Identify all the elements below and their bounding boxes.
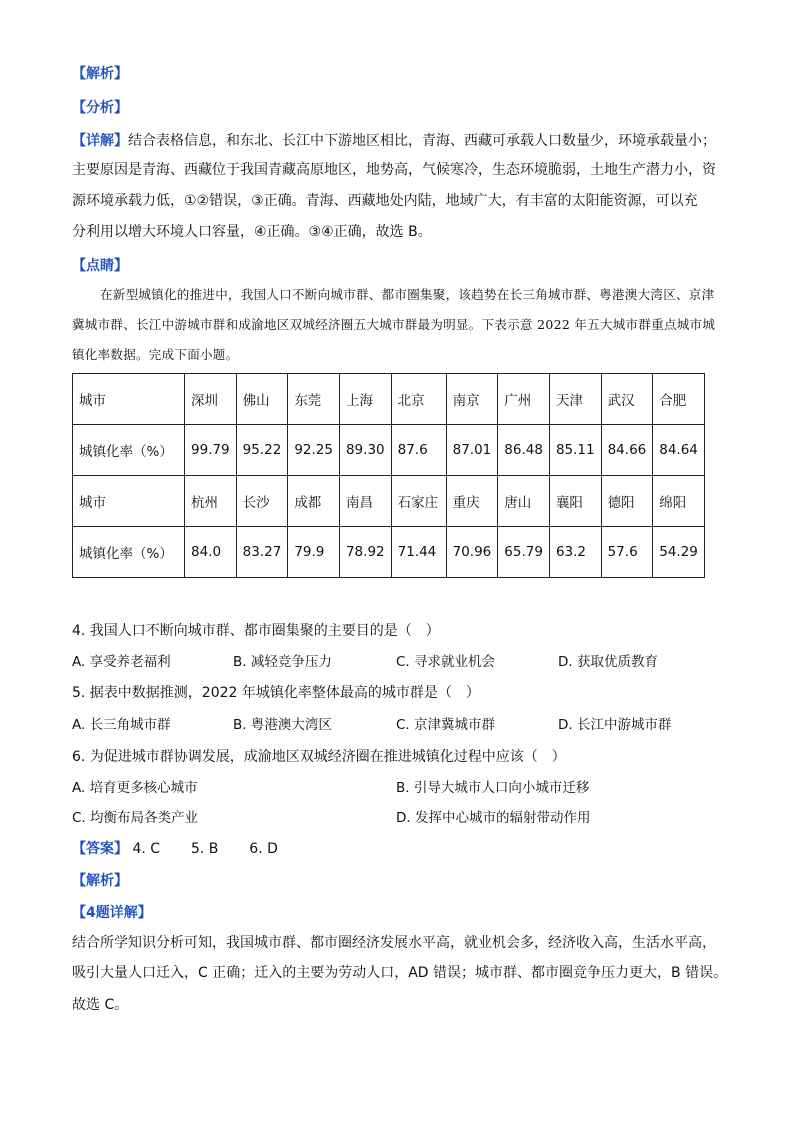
q6-option-d: D. 发挥中心城市的辐射带动作用 xyxy=(396,810,591,826)
table-cell-rate: 87.6 xyxy=(391,425,446,476)
table-cell-rate: 84.66 xyxy=(601,425,653,476)
table-row xyxy=(73,374,705,425)
table-cell-rate: 57.6 xyxy=(601,527,653,578)
table-cell-city: 上海 xyxy=(339,374,391,425)
table-cell-rate: 86.48 xyxy=(498,425,550,476)
table-cell-rate: 84.0 xyxy=(185,527,237,578)
q5-option-a: A. 长三角城市群 xyxy=(72,717,171,733)
table-cell-city: 成都 xyxy=(288,476,340,527)
table-cell-city: 武汉 xyxy=(601,374,653,425)
table-cell-city: 天津 xyxy=(549,374,601,425)
table-cell-rate: 63.2 xyxy=(549,527,601,578)
reading-passage: 在新型城镇化的推进中，我国人口不断向城市群、都市圈集聚，该趋势在长三角城市群、粤港澳大湾区、京津冀城市群、长江中游城市群和成渝地区双城经济圈五大城市群最为明显。下表示意 2022 年五大城市群重点城市城镇化率数据。完成下面小题。 xyxy=(72,287,716,362)
table-row xyxy=(73,527,705,578)
q5-option-c: C. 京津冀城市群 xyxy=(396,717,496,733)
table-row xyxy=(73,476,705,527)
table-cell-city: 石家庄 xyxy=(391,476,446,527)
row-label-city: 城市 xyxy=(73,476,185,527)
table-cell-rate: 85.11 xyxy=(549,425,601,476)
detail-paragraph-line xyxy=(72,131,716,151)
table-cell-city: 合肥 xyxy=(653,374,705,425)
table-cell-rate: 84.64 xyxy=(653,425,705,476)
table-cell-rate: 79.9 xyxy=(288,527,340,578)
q6-option-c: C. 均衡布局各类产业 xyxy=(72,810,199,826)
table-cell-city: 长沙 xyxy=(236,476,288,527)
q4-option-b: B. 减轻竞争压力 xyxy=(233,654,332,670)
q4-option-a: A. 享受养老福利 xyxy=(72,654,171,670)
table-cell-city: 广州 xyxy=(498,374,550,425)
table-cell-rate: 71.44 xyxy=(391,527,446,578)
row-label-rate: 城镇化率（%） xyxy=(73,527,185,578)
table-cell-city: 唐山 xyxy=(498,476,550,527)
table-cell-city: 深圳 xyxy=(185,374,237,425)
table-cell-rate: 83.27 xyxy=(236,527,288,578)
detail-4-line: 结合所学知识分析可知，我国城市群、都市圈经济发展水平高，就业机会多，经济收入高，生活水平高， xyxy=(72,935,716,951)
heading-xiangjie: 【详解】 xyxy=(72,133,128,149)
heading-jiexi: 【解析】 xyxy=(72,66,128,82)
answer-line xyxy=(72,839,278,859)
table-cell-rate: 89.30 xyxy=(339,425,391,476)
table-cell-city: 绵阳 xyxy=(653,476,705,527)
table-cell-rate: 78.92 xyxy=(339,527,391,578)
heading-fenxi: 【分析】 xyxy=(72,100,128,116)
question-5-stem: 5. 据表中数据推测，2022 年城镇化率整体最高的城市群是（ ） xyxy=(72,685,480,701)
table-cell-city: 南京 xyxy=(446,374,498,425)
row-label-city: 城市 xyxy=(73,374,185,425)
table-cell-city: 德阳 xyxy=(601,476,653,527)
table-cell-rate: 65.79 xyxy=(498,527,550,578)
table-cell-city: 南昌 xyxy=(339,476,391,527)
q4-option-c: C. 寻求就业机会 xyxy=(396,654,496,670)
q4-option-d: D. 获取优质教育 xyxy=(558,654,658,670)
detail-paragraph-line: 主要原因是青海、西藏位于我国青藏高原地区，地势高，气候寒冷，生态环境脆弱，土地生产潜力小，资 xyxy=(72,162,716,178)
table-cell-rate: 99.79 xyxy=(185,425,237,476)
question-4-stem: 4. 我国人口不断向城市群、都市圈集聚的主要目的是（ ） xyxy=(72,623,440,639)
table-cell-rate: 95.22 xyxy=(236,425,288,476)
table-row xyxy=(73,425,705,476)
q5-option-d: D. 长江中游城市群 xyxy=(558,717,672,733)
table-cell-city: 东莞 xyxy=(288,374,340,425)
detail-4-line: 吸引大量人口迁入，C 正确；迁入的主要为劳动人口，AD 错误；城市群、都市圈竞争压力更大，B 错误。 xyxy=(72,965,728,981)
q6-option-a: A. 培育更多核心城市 xyxy=(72,780,198,796)
table-cell-city: 佛山 xyxy=(236,374,288,425)
detail-text: 结合表格信息，和东北、长江中下游地区相比，青海、西藏可承载人口数量少，环境承载量小； xyxy=(128,133,716,149)
table-cell-city: 杭州 xyxy=(185,476,237,527)
heading-dianjing: 【点睛】 xyxy=(72,258,128,274)
table-cell-city: 北京 xyxy=(391,374,446,425)
heading-daan: 【答案】 xyxy=(72,841,128,857)
answer-4: 4. C xyxy=(132,841,161,857)
detail-4-line: 故选 C。 xyxy=(72,997,129,1013)
row-label-rate: 城镇化率（%） xyxy=(73,425,185,476)
question-6-stem: 6. 为促进城市群协调发展，成渝地区双城经济圈在推进城镇化过程中应该（ ） xyxy=(72,749,566,765)
detail-paragraph-line: 源环境承载力低，①②错误，③正确。青海、西藏地处内陆，地域广大，有丰富的太阳能资源，可以充 xyxy=(72,193,698,209)
q5-option-b: B. 粤港澳大湾区 xyxy=(233,717,332,733)
heading-q4-detail: 【4题详解】 xyxy=(72,905,152,921)
answer-5: 5. B xyxy=(190,841,219,857)
answer-6: 6. D xyxy=(249,841,278,857)
urbanization-table xyxy=(72,373,705,578)
table-cell-rate: 92.25 xyxy=(288,425,340,476)
table-cell-rate: 54.29 xyxy=(653,527,705,578)
table-cell-city: 襄阳 xyxy=(549,476,601,527)
table-cell-city: 重庆 xyxy=(446,476,498,527)
detail-paragraph-line: 分利用以增大环境人口容量，④正确。③④正确，故选 B。 xyxy=(72,224,432,240)
q6-option-b: B. 引导大城市人口向小城市迁移 xyxy=(396,780,590,796)
table-cell-rate: 87.01 xyxy=(446,425,498,476)
heading-jiexi-2: 【解析】 xyxy=(72,873,128,889)
table-cell-rate: 70.96 xyxy=(446,527,498,578)
